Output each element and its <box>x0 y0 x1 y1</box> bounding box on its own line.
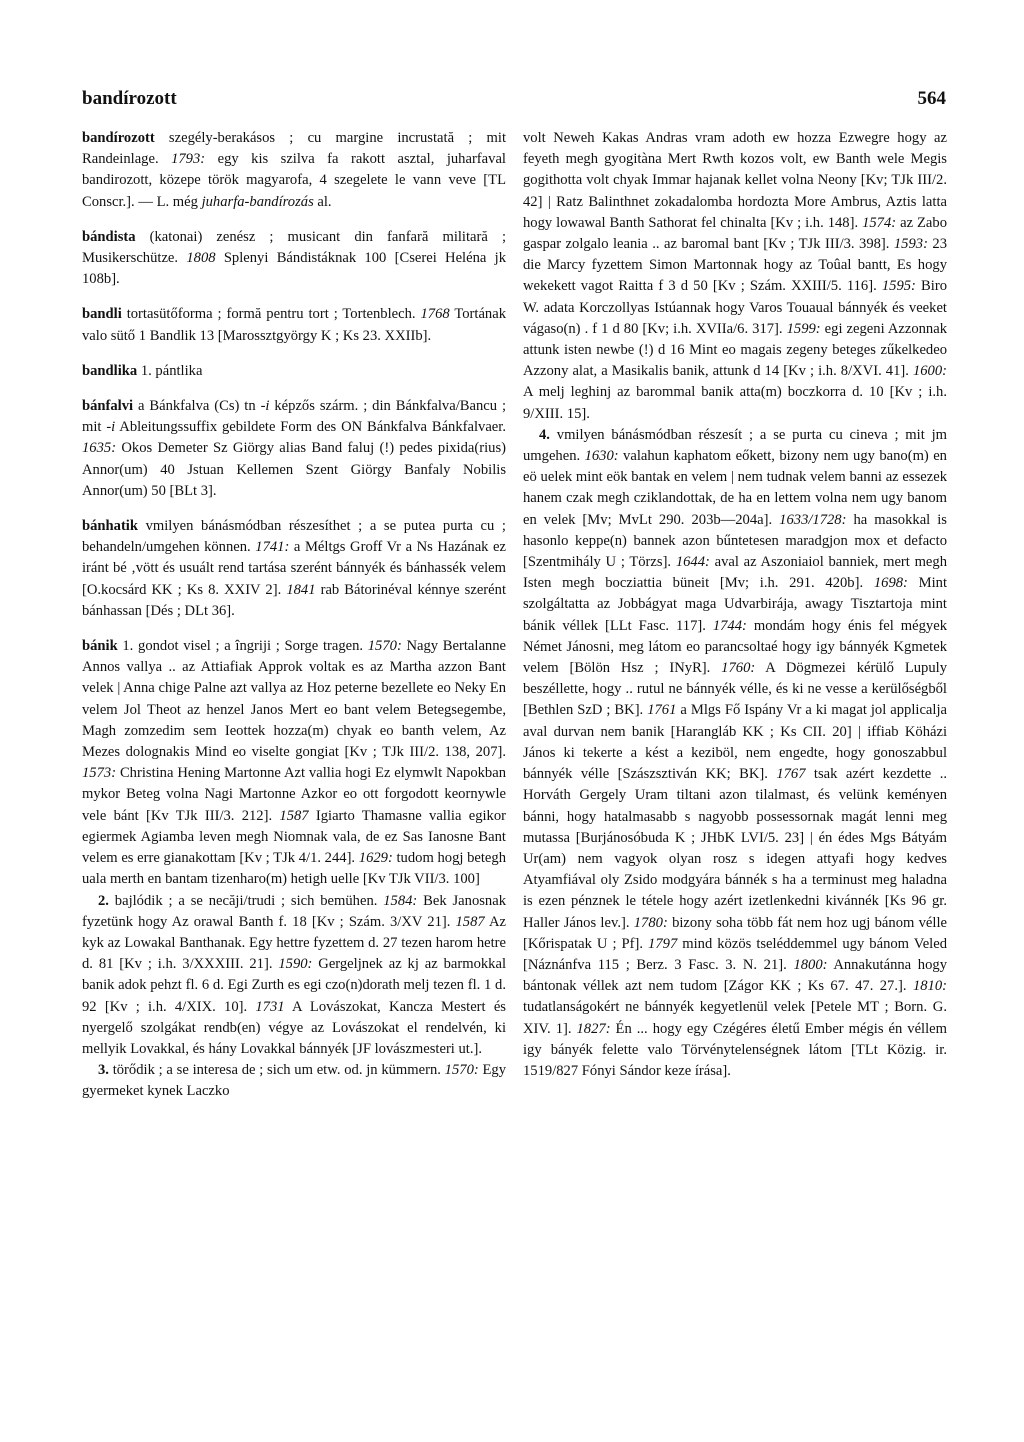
dictionary-entry <box>82 361 506 382</box>
running-head <box>82 88 946 110</box>
entry-text: Biro W. adata Korczollyas Istúannak hogy Varos Touaual bánnyék és veeket vágaso(n) . f 1 d 80 [Kv; i.h. XVIIa/6. 317]. <box>523 278 947 337</box>
entry-text: tortasütőforma ; formă pentru tort ; Tortenblech. <box>121 306 421 323</box>
citation-year: 1761 <box>647 702 677 719</box>
entry-text: Ableitungssuffix gebildete Form des ON Bánkfalva Bánkfalvaer. <box>115 419 506 436</box>
entry-headword: bánik <box>82 638 118 655</box>
entry-text: mondám hogy énis fel mégyek Német Jánosni, meg látom eo parancsoltaé hogy igy bánnyék Kgmetek velem [Bölön Hsz ; INyR]. <box>523 617 947 677</box>
dictionary-entry <box>82 396 506 502</box>
entry-headword: bandírozott <box>82 130 155 146</box>
entry-headword: bánhatik <box>82 518 138 535</box>
entry-text: Gergeljnek az kj az barmokkal banik adok pehzt fl. 6 d. Egi Zurth es egi czo(n)dorath melj tezen fl. 1 d. 92 [Kv ; i.h. 4/XIX. 10]. <box>82 956 506 1015</box>
citation-year: 1590: <box>278 956 313 973</box>
entry-text: 1. pántlika <box>137 362 203 379</box>
entry-text: (katonai) zenész ; musicant din fanfară militară ; Musikerschütze. <box>82 228 506 267</box>
citation-year: 1600: <box>912 363 947 380</box>
dictionary-entry <box>82 891 506 1061</box>
entry-text: bajlódik ; a se necăji/trudi ; sich bemühen. <box>108 892 384 909</box>
entry-text: Bek Janosnak fyzetünk hogy Az orawal Banth f. 18 [Kv ; Szám. 3/XV 21]. <box>82 892 506 930</box>
citation-year: 1780: <box>633 914 668 931</box>
entry-text: bizony soha több fát nem hoz ugj bánom vélle [Kőrispatak U ; Pf]. <box>523 914 947 952</box>
entry-text: tudom hogj betegh uala merth en bantam tizenharo(m) hetigh uelle [Kv TJk VII/3. 100] <box>82 850 506 888</box>
entry-text: tsak azért kezdette .. Horváth Gergely Uram tiltani azon tilalmast, és velünk keményen bánni, hogy hatalmasabb s nagyobb possessornak magát lenni meg mutassa [Burjánosóbuda K ; JHbK LVI/5. 23] | én édes Mgs Bátyám Ur(am) nem vagyok olyan rosz s idegen attyafi hogy kedves Atyamfiával oly Zsido modgyára bánnék s ha a terminust meg haladna is ezen pénznek le tétele hogy azért izetlenkedni kivánnék [Ks 96 gr. Haller János lev.]. <box>523 766 947 931</box>
citation-year: 1810: <box>912 978 947 995</box>
entry-text: valahun kaphatom eőkett, bizony nem ugy bano(m) en eö uelek mint eök bantak en velem | nem tudnak velem banni az essezek hanem czak megh cziklandottak, de ha en lettem volna nem ugy banom en velek [Mv; MvLt 290. 203b—204a]. <box>523 448 947 528</box>
citation-year: 1630: <box>584 448 619 465</box>
entry-text: a Méltgs Groff Vr a Ns Hazának ez iránt bé ‚vött és usuált rend tartása szerént bánnyék és bánhassék velem [O.kocsárd KK ; Ks 8. XXIV 2]. <box>82 539 506 598</box>
citation-year: 1573: <box>82 765 117 782</box>
citation-year: 1629: <box>358 850 393 867</box>
entry-headword: bandli <box>82 306 122 323</box>
citation-year: 1760: <box>721 660 756 677</box>
entry-text: egi zegeni Azzonnak attunk isten newbe (!) d 16 Mint eo magais zegeny beteges zűkelkedeo Azzony alat, a Masikalis banik, attunk d 14 [Kv ; i.h. 8/XVI. 41]. <box>523 320 948 380</box>
citation-year: 1644: <box>675 554 710 571</box>
entry-text: volt Neweh Kakas Andras vram adoth ew hozza Ezwegre hogy az feyeth megh gyogitàna Mert Rwth kozos volt, ew Banth wele Megis gogithotta volt chyak Immar hajanak kellet volna Neony [Kv; TJk III/2. 42] | Ratz Balinthnet zokadalomba hordozta More Ambrus, Aztis latta hogy lowawal Banth Sathorat fel chinalta [Kv ; i.h. 148]. <box>523 130 947 231</box>
entry-text: A Dögmezei kérülő Lupuly beszéllette, hogy .. rutul ne bánnyék vélle, és ki ne vesse a kerülőségből [Bethlen SzD ; BK]. <box>523 660 947 719</box>
running-headword: bandírozott <box>82 88 177 109</box>
entry-headword: bándista <box>82 228 136 245</box>
citation-year: 1731 <box>255 998 285 1015</box>
entry-headword: 4. <box>539 426 550 443</box>
entry-text: Annakutánna hogy bántonak véllek azt nem tudom [Zágor KK ; Ks 67. 47. 27.]. <box>523 956 947 995</box>
citation-year: 1593: <box>893 236 928 253</box>
italic-term: -i <box>260 398 270 415</box>
citation-year: 1595: <box>881 278 916 295</box>
italic-term: juharfa-bandírozás <box>201 193 314 210</box>
entry-headword: 3. <box>98 1062 109 1079</box>
citation-year: 1800: <box>793 956 828 973</box>
entry-text: vmilyen bánásmódban részesíthet ; a se putea purta cu ; behandeln/umgehen können. <box>82 518 506 556</box>
citation-year: 1808 <box>186 250 216 267</box>
citation-year: 1574: <box>862 214 897 231</box>
entry-text: al. <box>313 193 332 210</box>
citation-year: 1841 <box>286 581 316 598</box>
entry-text: Nagy Bertalanne Annos vallya .. az Attiafiak Approk voltak es az Martha azzon Bant velek | Anna chige Palne azt vallya az Hoz peterne bezellete eo Neky En velem Jol Theot az henzel Janos Mert eo bant velem Betegsegembe, Magh zomzedim sem Ieottek hozza(m) chyak eo banth velem, Az Mezes dolognakis Mind eo viselte gongiat [Kv ; TJk III/2. 138, 207]. <box>82 638 506 761</box>
entry-text: Mint szolgáltatta az Jobbágyat maga Udvarbirája, awagy Tisztartoja mint bánik véllek [LLt Fasc. 117]. <box>523 575 948 634</box>
citation-year: 1698: <box>873 575 908 592</box>
entry-text: mind közös tseléddemmel ugy bánom Veled [Náznánfva 115 ; Berz. 3 Fasc. 3. N. 21]. <box>523 935 947 973</box>
entry-headword: bandlika <box>82 362 138 379</box>
entry-text: Tortának valo sütő 1 Bandlik 13 [Marossztgyörgy K ; Ks 23. XXIIb]. <box>82 306 506 344</box>
citation-year: 1767 <box>776 766 806 783</box>
citation-year: 1633/1728: <box>779 511 847 528</box>
entry-text: rab Bátorinéval kénnye szerént bánhassan [Dés ; DLt 36]. <box>82 581 506 619</box>
entry-text: tudatlanságokért ne bánnyék kegyetlenül velek [Petele MT ; Born. G. XIV. 1]. <box>523 999 947 1037</box>
entry-text: Christina Hening Martonne Azt vallia hogi Ez elymwlt Napokban mykor Beteg volna Nagi Martonne Azkor eo ott forgodott keornywle vele bánt [Kv TJk III/3. 212]. <box>82 765 506 824</box>
entry-text: Igiarto Thamasne vallia egikor egiermek Agiamba leven megh Niomnak vala, de ez Sas Ianosne Bant velem es erre gianakottam [Kv ; TJk 4/1. 244]. <box>82 807 507 867</box>
citation-year: 1827: <box>576 1020 611 1037</box>
citation-year: 1793: <box>171 151 206 168</box>
citation-year: 1635: <box>82 440 117 457</box>
citation-year: 1744: <box>712 617 747 634</box>
right-column <box>523 128 947 1082</box>
dictionary-entry <box>523 128 947 425</box>
citation-year: 1570: <box>367 638 402 655</box>
entry-text: aval az Aszoniaiol banniek, mert megh Isten megh bocziattia büneit [Mv; i.h. 291. 420b]. <box>523 554 947 592</box>
entry-headword: bánfalvi <box>82 398 134 415</box>
left-column <box>82 128 506 1103</box>
entry-text: a Mlgs Fő Ispány Vr a ki magat jol applicalja aval durvan nem banik [Harangláb KK ; Ks CII. 20] | iffiab Köházi János ki tekerte a kést a keziböl, nem engedte, hogy gonoszabbul bánnyék vélle [Szászsztiván KK; BK]. <box>523 702 947 783</box>
entry-text: az Zabo gaspar zolgalo leania .. az baromal bant [Kv ; TJk III/3. 398]. <box>523 214 947 253</box>
dictionary-entry <box>82 516 506 622</box>
entry-text: képzős szárm. ; din Bánkfalva/Bancu ; mit <box>82 398 506 436</box>
citation-year: 1741: <box>255 539 290 556</box>
citation-year: 1768 <box>420 306 450 323</box>
citation-year: 1599: <box>786 320 821 337</box>
entry-text: szegély-berakásos ; cu margine incrustată ; mit Randeinlage. <box>82 130 506 168</box>
entry-text: A Lovászokat, Kancza Mestert és nyergelő szolgákat rendb(en) végye az Lovászokat el rendelvén, ki mellyik Lovakkal, és hány Lovakkal bánnyék [JF lovászmesteri ut.]. <box>82 998 506 1057</box>
entry-text: törődik ; a se interesa de ; sich um etw. od. jn kümmern. <box>108 1062 445 1079</box>
citation-year: 1797 <box>648 935 678 952</box>
citation-year: 1587 <box>279 807 309 824</box>
entry-text: 1. gondot visel ; a îngriji ; Sorge tragen. <box>117 638 368 655</box>
entry-text: Splenyi Bándistáknak 100 [Cserei Heléna jk 108b]. <box>82 250 506 288</box>
entry-text: vmilyen bánásmódban részesít ; a se purta cu cineva ; mit jm umgehen. <box>523 426 947 465</box>
dictionary-entry <box>82 227 506 291</box>
entry-text: egy kis szilva fa rakott asztal, juharfaval bandirozott, közepe török magyarofa, 4 szegelete le vann veve [TL Conscr.]. — L. még <box>82 151 506 210</box>
dictionary-entry <box>82 636 506 890</box>
citation-year: 1570: <box>444 1062 479 1079</box>
entry-text: ha masokkal is hasonlo keppe(n) bannek azon bűntetesen maradgjon mox et defacto [Szentmihály U ; Törzs]. <box>523 511 947 571</box>
citation-year: 1587 <box>455 913 485 930</box>
entry-text: a Bánkfalva (Cs) tn <box>133 398 261 415</box>
page-number: 564 <box>917 88 946 109</box>
dictionary-entry <box>523 425 947 1082</box>
italic-term: -i <box>106 419 116 436</box>
citation-year: 1584: <box>383 892 418 909</box>
dictionary-entry <box>82 128 506 213</box>
dictionary-entry <box>82 304 506 346</box>
entry-headword: 2. <box>98 892 109 909</box>
entry-text: Egy gyermeket kynek Laczko <box>82 1062 506 1100</box>
entry-text: 23 die Marcy fyzettem Simon Martonnak hogy az Toûal bantt, Es hogy wekekett vagot Raitta f 3 d 50 [Kv ; Szám. XXIII/5. 116]. <box>523 236 947 295</box>
entry-text: Én ... hogy egy Czégéres életű Ember mégis én véllem igy bányék felette valo Törvénytelenségnek látom [TLt Közig. ir. 1519/827 Fónyi Sándor keze írása]. <box>523 1020 947 1079</box>
entry-text: Okos Demeter Sz Giörgy alias Band faluj (!) pedes pixida(rius) Annor(um) 40 Jstuan Kellemen Szent Giörgy Banfaly Nobilis Annor(um) 50 [BLt 3]. <box>82 440 506 499</box>
entry-text: Az kyk az Lowakal Banthanak. Egy hettre fyzettem d. 27 tezen harom hetre d. 81 [Kv ; i.h. 3/XXXIII. 21]. <box>82 913 506 973</box>
entry-text: A melj leghinj az barommal banik atta(m) boczkorra d. 10 [Kv ; i.h. 9/XIII. 15]. <box>523 384 947 422</box>
dictionary-entry <box>82 1060 506 1102</box>
